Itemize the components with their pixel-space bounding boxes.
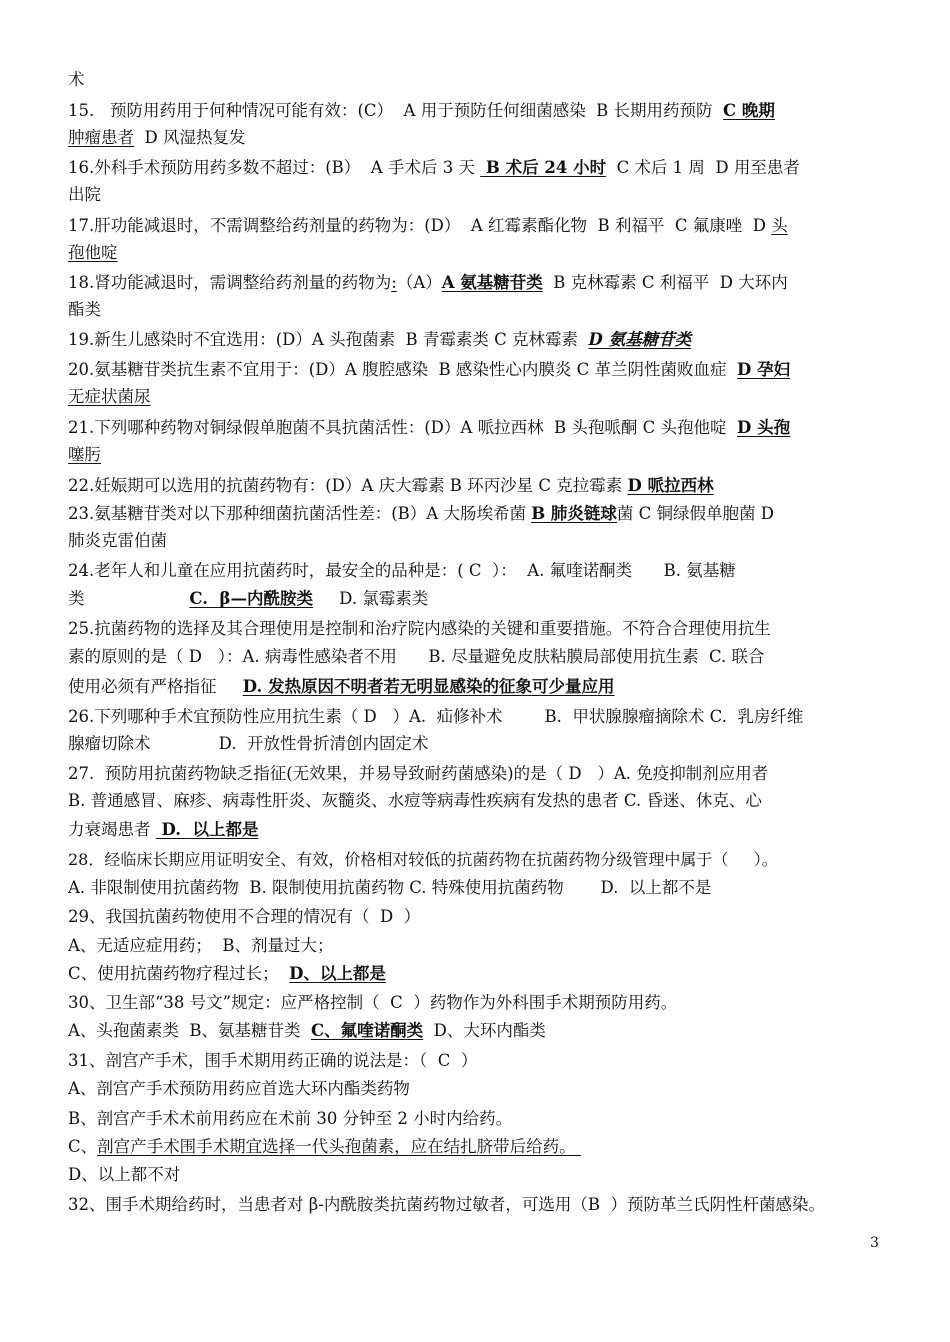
- text-run: A、无适应症用药； B、剂量过大；: [68, 936, 334, 955]
- text-line: [68, 791, 883, 811]
- text-run: 30、卫生部“38 号文”规定：应严格控制（ C ）药物作为外科围手术期预防用药。: [68, 993, 678, 1012]
- answer-text: D、以上都是: [289, 964, 386, 983]
- text-line: [68, 964, 883, 984]
- answer-text: D 氨基糖苷类: [588, 330, 692, 349]
- text-line: [68, 850, 883, 870]
- text-run: 术: [68, 70, 85, 89]
- text-line: [68, 619, 883, 639]
- text-line: [68, 764, 883, 784]
- text-run: B 克林霉素 C 利福平 D 大环内: [542, 273, 788, 292]
- answer-text: A 氨基糖苷类: [441, 273, 543, 292]
- text-run: 28．经临床长期应用证明安全、有效，价格相对较低的抗菌药物在抗菌药物分级管理中属于（ ）。: [68, 850, 778, 869]
- text-run: 23.氨基糖苷类对以下那种细菌抗菌活性差：(B）A 大肠埃希菌: [68, 504, 532, 523]
- answer-text: 头: [771, 216, 788, 235]
- answer-text: C、氟喹诺酮类: [311, 1021, 424, 1040]
- text-run: 15. 预防用药用于何种情况可能有效：(C） A 用于预防任何细菌感染 B 长期用药预防: [68, 101, 724, 120]
- text-line: [68, 216, 883, 236]
- answer-text: 噻肟: [68, 445, 101, 464]
- answer-text: 肿瘤患者: [68, 128, 134, 147]
- text-run: A、剖宫产手术预防用药应首选大环内酯类药物: [68, 1079, 410, 1098]
- text-run: 使用必须有严格指征: [68, 677, 243, 696]
- text-run: B. 普通感冒、麻疹、病毒性肝炎、灰髓炎、水痘等病毒性疾病有发热的患者 C. 昏迷、休克、心: [68, 791, 762, 810]
- text-line: [68, 907, 883, 927]
- text-line: [68, 1051, 883, 1071]
- text-run: 25.抗菌药物的选择及其合理使用是控制和治疗院内感染的关键和重要措施。不符合合理使用抗生: [68, 619, 771, 638]
- text-run: 27. 预防用抗菌药物缺乏指征(无效果，并易导致耐药菌感染)的是（ D ）A. 免疫抑制剂应用者: [68, 764, 769, 783]
- text-line: [68, 589, 883, 609]
- answer-text: B 术后 24 小时: [480, 158, 607, 177]
- text-run: 菌 C 铜绿假单胞菌 D: [616, 504, 775, 523]
- text-run: 17.肝功能减退时，不需调整给药剂量的药物为：(D） A 红霉素酯化物 B 利福平 C 氟康唑 D: [68, 216, 772, 235]
- text-line: [68, 820, 883, 840]
- text-line: [68, 445, 883, 465]
- text-run: 素的原则的是（ D ）：A. 病毒性感染者不用 B. 尽量避免皮肤粘膜局部使用抗生素 C. 联合: [68, 647, 765, 666]
- text-run: A、头孢菌素类 B、氨基糖苷类: [68, 1021, 312, 1040]
- answer-text: B 肺炎链球: [531, 504, 617, 523]
- text-run: A. 非限制使用抗菌药物 B. 限制使用抗菌药物 C. 特殊使用抗菌药物 D. 以上都不是: [68, 878, 712, 897]
- text-run: C、: [68, 1137, 98, 1156]
- text-line: [68, 504, 883, 524]
- text-line: [68, 561, 883, 581]
- text-run: 24.老年人和儿童在应用抗菌药时，最安全的品种是：( C ）： A. 氟喹诺酮类 B. 氨基糖: [68, 561, 736, 580]
- text-run: 22.妊娠期可以选用的抗菌药物有：(D）A 庆大霉素 B 环丙沙星 C 克拉霉素: [68, 476, 628, 495]
- text-run: 32、围手术期给药时，当患者对 β-内酰胺类抗菌药物过敏者，可选用（B ）预防革兰氏阴性杆菌感染。: [68, 1195, 825, 1214]
- answer-text: D. 发热原因不明者若无明显感染的征象可少量应用: [242, 677, 615, 696]
- text-line: [68, 647, 883, 667]
- answer-text: :: [391, 273, 397, 292]
- answer-text: D. 以上都是: [155, 820, 259, 839]
- text-run: D 风湿热复发: [134, 128, 246, 147]
- text-line: [68, 128, 883, 148]
- answer-text: 剖宫产手术围手术期宜选择一代头孢菌素，应在结扎脐带后给药。: [97, 1137, 581, 1156]
- answer-text: 无症状菌尿: [68, 387, 151, 406]
- text-line: [68, 330, 883, 350]
- text-run: C 术后 1 周 D 用至患者: [606, 158, 800, 177]
- text-line: [68, 1079, 883, 1099]
- answer-text: C 晚期: [723, 101, 775, 120]
- answer-text: D 头孢: [737, 418, 791, 437]
- text-run: 肺炎克雷伯菌: [68, 531, 167, 550]
- answer-text: 孢他啶: [68, 243, 118, 262]
- text-run: 31、剖宫产手术，围手术期用药正确的说法是：（ C ）: [68, 1051, 478, 1070]
- text-run: 力衰竭患者: [68, 820, 156, 839]
- page-number: 3: [870, 1235, 879, 1251]
- text-run: 29、我国抗菌药物使用不合理的情况有（ D ）: [68, 907, 421, 926]
- text-run: C、使用抗菌药物疗程过长；: [68, 964, 290, 983]
- text-run: 出院: [68, 185, 101, 204]
- text-run: 21.下列哪种药物对铜绿假单胞菌不具抗菌活性：(D）A 哌拉西林 B 头孢哌酮 C 头孢他啶: [68, 418, 738, 437]
- text-run: D、以上都不对: [68, 1165, 181, 1184]
- answer-text: D 孕妇: [737, 360, 791, 379]
- text-run: D、大环内酯类: [423, 1021, 546, 1040]
- text-run: 酯类: [68, 300, 101, 319]
- text-line: [68, 273, 883, 293]
- text-line: [68, 243, 883, 263]
- text-line: [68, 1165, 883, 1185]
- answer-text: C. β—内酰胺类: [189, 589, 313, 608]
- text-line: [68, 878, 883, 898]
- text-run: 20.氨基糖苷类抗生素不宜用于：(D）A 腹腔感染 B 感染性心内膜炎 C 革兰阴性菌败血症: [68, 360, 738, 379]
- text-run: 18.肾功能减退时，需调整给药剂量的药物为: [68, 273, 392, 292]
- text-line: [68, 300, 883, 320]
- text-line: [68, 70, 883, 90]
- text-run: B、剖宫产手术术前用药应在术前 30 分钟至 2 小时内给药。: [68, 1109, 513, 1128]
- text-line: [68, 476, 883, 496]
- text-line: [68, 677, 883, 697]
- text-line: [68, 418, 883, 438]
- text-line: [68, 993, 883, 1013]
- text-run: 腺瘤切除术 D. 开放性骨折清创内固定术: [68, 734, 429, 753]
- text-line: [68, 707, 883, 727]
- text-line: [68, 1021, 883, 1041]
- text-line: [68, 101, 883, 121]
- text-run: 19.新生儿感染时不宜选用：(D）A 头孢菌素 B 青霉素类 C 克林霉素: [68, 330, 589, 349]
- text-line: [68, 387, 883, 407]
- answer-text: D 哌拉西林: [627, 476, 714, 495]
- text-line: [68, 1109, 883, 1129]
- text-line: [68, 734, 883, 754]
- text-run: D. 氯霉素类: [312, 589, 429, 608]
- text-run: （A）: [396, 273, 442, 292]
- text-run: 类: [68, 589, 190, 608]
- text-line: [68, 936, 883, 956]
- text-line: [68, 158, 883, 178]
- text-run: 26.下列哪种手术宜预防性应用抗生素（ D ）A. 疝修补术 B. 甲状腺腺瘤摘除术 C. 乳房纤维: [68, 707, 804, 726]
- text-line: [68, 531, 883, 551]
- text-run: 16.外科手术预防用药多数不超过：(B） A 手术后 3 天: [68, 158, 481, 177]
- text-line: [68, 185, 883, 205]
- text-line: [68, 1195, 883, 1215]
- text-line: [68, 360, 883, 380]
- text-line: [68, 1137, 883, 1157]
